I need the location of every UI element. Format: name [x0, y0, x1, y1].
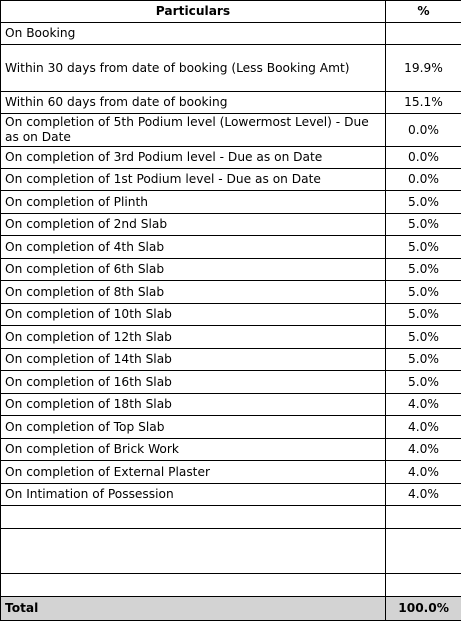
table-row [1, 349, 461, 371]
table-row [1, 23, 461, 45]
row-percent: 19.9% [386, 45, 461, 92]
row-label: On Intimation of Possession [1, 484, 386, 506]
header-particulars: Particulars [1, 1, 386, 23]
table-row [1, 45, 461, 92]
header-percent: % [386, 1, 461, 23]
row-label [1, 529, 386, 574]
row-percent [386, 529, 461, 574]
row-percent: 5.0% [386, 281, 461, 304]
total-percent: 100.0% [386, 597, 461, 621]
row-label: On completion of 4th Slab [1, 236, 386, 259]
table-row [1, 92, 461, 114]
row-percent: 5.0% [386, 236, 461, 259]
row-percent: 5.0% [386, 304, 461, 326]
row-label [1, 574, 386, 597]
row-label: On completion of 10th Slab [1, 304, 386, 326]
table-row [1, 147, 461, 169]
row-percent: 4.0% [386, 439, 461, 461]
table-row [1, 304, 461, 326]
table-row [1, 529, 461, 574]
row-percent [386, 23, 461, 45]
table-row [1, 326, 461, 349]
row-percent: 5.0% [386, 259, 461, 281]
row-label: On completion of 18th Slab [1, 394, 386, 416]
row-percent: 15.1% [386, 92, 461, 114]
row-percent: 0.0% [386, 169, 461, 191]
row-label: On completion of 8th Slab [1, 281, 386, 304]
row-percent [386, 506, 461, 529]
total-row [1, 597, 461, 621]
row-percent: 0.0% [386, 114, 461, 147]
row-percent: 5.0% [386, 349, 461, 371]
row-percent: 4.0% [386, 484, 461, 506]
table-row [1, 416, 461, 439]
row-percent [386, 574, 461, 597]
row-percent: 0.0% [386, 147, 461, 169]
total-label: Total [1, 597, 386, 621]
row-label: On completion of 1st Podium level - Due as on Date [1, 169, 386, 191]
table-row [1, 281, 461, 304]
table-row [1, 506, 461, 529]
table-row [1, 259, 461, 281]
row-label: On completion of 14th Slab [1, 349, 386, 371]
table-row [1, 169, 461, 191]
row-label: On Booking [1, 23, 386, 45]
row-label: On completion of 5th Podium level (Lowermost Level) - Due as on Date [1, 114, 386, 147]
row-label: On completion of Plinth [1, 191, 386, 214]
row-percent: 4.0% [386, 394, 461, 416]
table-row [1, 236, 461, 259]
table-row [1, 371, 461, 394]
table-row [1, 394, 461, 416]
row-label: Within 30 days from date of booking (Less Booking Amt) [1, 45, 386, 92]
row-label: On completion of 6th Slab [1, 259, 386, 281]
table-row [1, 484, 461, 506]
row-label: On completion of External Plaster [1, 461, 386, 484]
table-row [1, 574, 461, 597]
row-label: Within 60 days from date of booking [1, 92, 386, 114]
row-label: On completion of 16th Slab [1, 371, 386, 394]
row-label: On completion of Top Slab [1, 416, 386, 439]
row-label: On completion of 12th Slab [1, 326, 386, 349]
table-row [1, 461, 461, 484]
table-row [1, 191, 461, 214]
row-percent: 5.0% [386, 371, 461, 394]
header-row [1, 1, 461, 23]
row-percent: 5.0% [386, 214, 461, 236]
table-row [1, 114, 461, 147]
row-percent: 5.0% [386, 191, 461, 214]
table-row [1, 214, 461, 236]
row-percent: 4.0% [386, 416, 461, 439]
row-percent: 4.0% [386, 461, 461, 484]
table-body [1, 23, 461, 597]
row-label: On completion of 3rd Podium level - Due as on Date [1, 147, 386, 169]
row-percent: 5.0% [386, 326, 461, 349]
row-label: On completion of Brick Work [1, 439, 386, 461]
table-row [1, 439, 461, 461]
row-label: On completion of 2nd Slab [1, 214, 386, 236]
row-label [1, 506, 386, 529]
